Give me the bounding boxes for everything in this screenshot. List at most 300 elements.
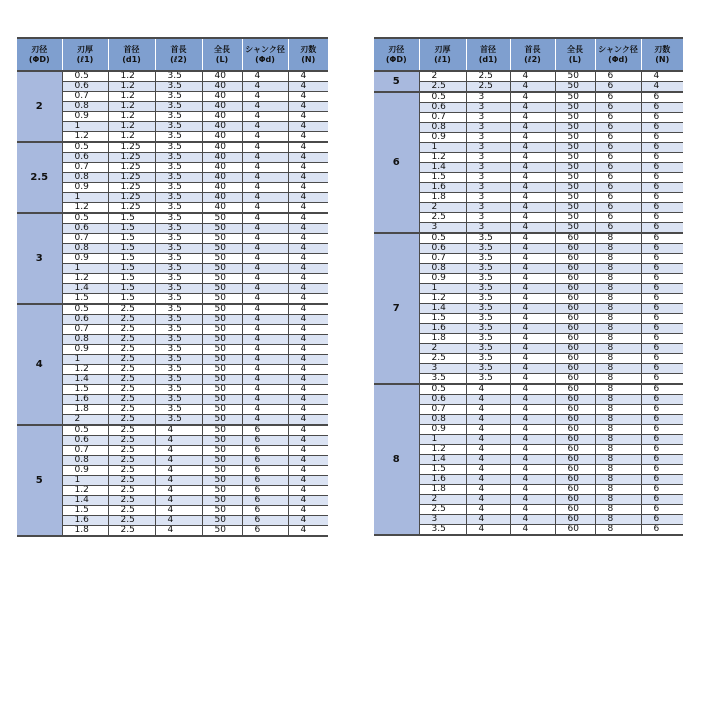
blade-thickness-cell: 0.7 xyxy=(62,446,108,456)
neck-length-cell: 4 xyxy=(510,183,555,193)
shank-diameter-cell: 4 xyxy=(242,213,288,224)
neck-length-cell: 3.5 xyxy=(155,335,202,345)
col-header-shank-diameter: シャンク径 (Φd) xyxy=(242,38,288,71)
table-body-right xyxy=(374,71,683,535)
neck-diameter-cell: 1.2 xyxy=(108,102,155,112)
overall-length-cell: 50 xyxy=(202,365,242,375)
neck-diameter-cell: 2.5 xyxy=(108,335,155,345)
shank-diameter-cell: 4 xyxy=(242,294,288,305)
blade-thickness-cell: 3.5 xyxy=(419,525,466,536)
overall-length-cell: 60 xyxy=(555,465,595,475)
shank-diameter-cell: 6 xyxy=(595,123,641,133)
overall-length-cell: 60 xyxy=(555,314,595,324)
overall-length-cell: 40 xyxy=(202,163,242,173)
blade-thickness-cell: 1.4 xyxy=(419,304,466,314)
overall-length-cell: 50 xyxy=(202,274,242,284)
overall-length-cell: 40 xyxy=(202,122,242,132)
neck-length-cell: 4 xyxy=(510,395,555,405)
flute-count-cell: 6 xyxy=(641,314,683,324)
neck-length-cell: 4 xyxy=(510,113,555,123)
flute-count-cell: 6 xyxy=(641,113,683,123)
shank-diameter-cell: 8 xyxy=(595,515,641,525)
neck-diameter-cell: 1.5 xyxy=(108,294,155,305)
flute-count-cell: 6 xyxy=(641,213,683,223)
blade-thickness-cell: 0.9 xyxy=(62,112,108,122)
table-row xyxy=(17,132,328,143)
flute-count-cell: 4 xyxy=(288,395,328,405)
overall-length-cell: 60 xyxy=(555,384,595,395)
flute-count-cell: 4 xyxy=(288,486,328,496)
neck-diameter-cell: 3 xyxy=(466,173,510,183)
table-row xyxy=(17,102,328,112)
flute-count-cell: 6 xyxy=(641,153,683,163)
flute-count-cell: 4 xyxy=(288,436,328,446)
shank-diameter-cell: 6 xyxy=(242,446,288,456)
flute-count-cell: 6 xyxy=(641,264,683,274)
overall-length-cell: 50 xyxy=(555,153,595,163)
flute-count-cell: 6 xyxy=(641,445,683,455)
neck-length-cell: 3.5 xyxy=(155,173,202,183)
neck-length-cell: 4 xyxy=(510,334,555,344)
neck-diameter-cell: 3.5 xyxy=(466,294,510,304)
overall-length-cell: 60 xyxy=(555,445,595,455)
overall-length-cell: 60 xyxy=(555,395,595,405)
overall-length-cell: 50 xyxy=(555,103,595,113)
table-row xyxy=(17,355,328,365)
neck-diameter-cell: 1.5 xyxy=(108,234,155,244)
neck-diameter-cell: 3 xyxy=(466,143,510,153)
neck-diameter-cell: 4 xyxy=(466,445,510,455)
flute-count-cell: 4 xyxy=(288,254,328,264)
shank-diameter-cell: 6 xyxy=(595,163,641,173)
table-row xyxy=(17,446,328,456)
overall-length-cell: 50 xyxy=(202,405,242,415)
blade-diameter-cell: 4 xyxy=(17,304,62,425)
table-row xyxy=(17,183,328,193)
neck-diameter-cell: 1.5 xyxy=(108,284,155,294)
flute-count-cell: 6 xyxy=(641,233,683,244)
blade-thickness-cell: 1.2 xyxy=(419,445,466,455)
table-row xyxy=(374,274,683,284)
col-header-blade-thickness: 刃厚 (ℓ1) xyxy=(62,38,108,71)
table-row xyxy=(374,384,683,395)
blade-thickness-cell: 3 xyxy=(419,223,466,234)
flute-count-cell: 4 xyxy=(288,496,328,506)
overall-length-cell: 60 xyxy=(555,415,595,425)
table-row xyxy=(374,173,683,183)
overall-length-cell: 60 xyxy=(555,435,595,445)
table-row xyxy=(17,304,328,315)
flute-count-cell: 4 xyxy=(288,213,328,224)
overall-length-cell: 50 xyxy=(202,526,242,537)
flute-count-cell: 4 xyxy=(288,315,328,325)
table-row xyxy=(374,244,683,254)
flute-count-cell: 4 xyxy=(288,375,328,385)
blade-thickness-cell: 0.6 xyxy=(419,103,466,113)
shank-diameter-cell: 8 xyxy=(595,525,641,536)
overall-length-cell: 50 xyxy=(202,284,242,294)
spec-table-left xyxy=(17,37,328,537)
neck-diameter-cell: 2.5 xyxy=(108,395,155,405)
overall-length-cell: 60 xyxy=(555,284,595,294)
table-row xyxy=(374,183,683,193)
table-row xyxy=(374,264,683,274)
shank-diameter-cell: 8 xyxy=(595,505,641,515)
neck-diameter-cell: 2.5 xyxy=(108,325,155,335)
overall-length-cell: 60 xyxy=(555,515,595,525)
neck-length-cell: 3.5 xyxy=(155,274,202,284)
flute-count-cell: 4 xyxy=(288,526,328,537)
blade-thickness-cell: 1 xyxy=(419,143,466,153)
table-row xyxy=(374,284,683,294)
shank-diameter-cell: 8 xyxy=(595,264,641,274)
blade-thickness-cell: 0.5 xyxy=(62,71,108,82)
neck-length-cell: 4 xyxy=(510,324,555,334)
blade-diameter-cell: 5 xyxy=(17,425,62,536)
flute-count-cell: 6 xyxy=(641,143,683,153)
neck-length-cell: 3.5 xyxy=(155,163,202,173)
neck-diameter-cell: 3.5 xyxy=(466,324,510,334)
blade-thickness-cell: 1.8 xyxy=(419,193,466,203)
shank-diameter-cell: 8 xyxy=(595,314,641,324)
neck-diameter-cell: 1.25 xyxy=(108,163,155,173)
flute-count-cell: 6 xyxy=(641,223,683,234)
flute-count-cell: 4 xyxy=(288,456,328,466)
overall-length-cell: 50 xyxy=(202,395,242,405)
shank-diameter-cell: 6 xyxy=(595,71,641,82)
blade-thickness-cell: 0.9 xyxy=(62,183,108,193)
flute-count-cell: 4 xyxy=(288,284,328,294)
blade-thickness-cell: 1.5 xyxy=(419,465,466,475)
table-row xyxy=(374,495,683,505)
flute-count-cell: 6 xyxy=(641,374,683,385)
neck-length-cell: 4 xyxy=(510,425,555,435)
table-row xyxy=(374,344,683,354)
shank-diameter-cell: 8 xyxy=(595,425,641,435)
table-row xyxy=(17,385,328,395)
blade-thickness-cell: 1.5 xyxy=(62,294,108,305)
table-row xyxy=(374,475,683,485)
neck-length-cell: 4 xyxy=(155,506,202,516)
neck-length-cell: 3.5 xyxy=(155,304,202,315)
blade-thickness-cell: 0.7 xyxy=(62,325,108,335)
flute-count-cell: 6 xyxy=(641,354,683,364)
neck-length-cell: 4 xyxy=(510,82,555,93)
blade-diameter-cell: 8 xyxy=(374,384,419,535)
shank-diameter-cell: 8 xyxy=(595,435,641,445)
neck-length-cell: 3.5 xyxy=(155,183,202,193)
flute-count-cell: 6 xyxy=(641,254,683,264)
neck-diameter-cell: 2.5 xyxy=(108,506,155,516)
flute-count-cell: 4 xyxy=(641,71,683,82)
overall-length-cell: 50 xyxy=(202,345,242,355)
neck-length-cell: 4 xyxy=(510,193,555,203)
neck-length-cell: 4 xyxy=(510,364,555,374)
table-row xyxy=(17,325,328,335)
blade-diameter-cell: 2.5 xyxy=(17,142,62,213)
shank-diameter-cell: 4 xyxy=(242,335,288,345)
flute-count-cell: 6 xyxy=(641,284,683,294)
blade-thickness-cell: 0.5 xyxy=(62,425,108,436)
neck-diameter-cell: 4 xyxy=(466,435,510,445)
neck-diameter-cell: 1.25 xyxy=(108,153,155,163)
overall-length-cell: 50 xyxy=(555,113,595,123)
neck-diameter-cell: 3.5 xyxy=(466,284,510,294)
shank-diameter-cell: 8 xyxy=(595,294,641,304)
blade-thickness-cell: 0.5 xyxy=(419,384,466,395)
overall-length-cell: 60 xyxy=(555,354,595,364)
overall-length-cell: 50 xyxy=(202,355,242,365)
flute-count-cell: 4 xyxy=(288,425,328,436)
flute-count-cell: 4 xyxy=(288,446,328,456)
overall-length-cell: 50 xyxy=(202,446,242,456)
neck-length-cell: 4 xyxy=(510,495,555,505)
neck-diameter-cell: 2.5 xyxy=(108,405,155,415)
neck-diameter-cell: 4 xyxy=(466,465,510,475)
flute-count-cell: 4 xyxy=(288,173,328,183)
shank-diameter-cell: 4 xyxy=(242,193,288,203)
neck-length-cell: 4 xyxy=(510,435,555,445)
neck-length-cell: 3.5 xyxy=(155,112,202,122)
col-header-neck-length: 首長 (ℓ2) xyxy=(510,38,555,71)
neck-diameter-cell: 4 xyxy=(466,515,510,525)
table-row xyxy=(17,496,328,506)
shank-diameter-cell: 4 xyxy=(242,234,288,244)
neck-length-cell: 4 xyxy=(155,436,202,446)
blade-diameter-cell: 6 xyxy=(374,92,419,233)
col-header-blade-diameter: 刃径 (ΦD) xyxy=(17,38,62,71)
neck-length-cell: 4 xyxy=(510,304,555,314)
blade-diameter-cell: 7 xyxy=(374,233,419,384)
col-header-overall-length: 全長 (L) xyxy=(202,38,242,71)
neck-length-cell: 4 xyxy=(155,456,202,466)
blade-thickness-cell: 0.5 xyxy=(419,233,466,244)
overall-length-cell: 50 xyxy=(202,466,242,476)
blade-thickness-cell: 1.4 xyxy=(62,284,108,294)
shank-diameter-cell: 6 xyxy=(595,82,641,93)
flute-count-cell: 4 xyxy=(288,274,328,284)
shank-diameter-cell: 8 xyxy=(595,324,641,334)
neck-length-cell: 3.5 xyxy=(155,132,202,143)
flute-count-cell: 6 xyxy=(641,505,683,515)
neck-length-cell: 3.5 xyxy=(155,385,202,395)
overall-length-cell: 40 xyxy=(202,142,242,153)
overall-length-cell: 40 xyxy=(202,173,242,183)
flute-count-cell: 4 xyxy=(288,335,328,345)
flute-count-cell: 4 xyxy=(288,203,328,214)
table-row xyxy=(374,133,683,143)
neck-diameter-cell: 1.25 xyxy=(108,203,155,214)
shank-diameter-cell: 6 xyxy=(595,193,641,203)
neck-length-cell: 4 xyxy=(155,446,202,456)
overall-length-cell: 50 xyxy=(202,506,242,516)
flute-count-cell: 4 xyxy=(288,142,328,153)
blade-thickness-cell: 0.6 xyxy=(62,224,108,234)
neck-diameter-cell: 2.5 xyxy=(466,71,510,82)
neck-length-cell: 3.5 xyxy=(155,203,202,214)
blade-thickness-cell: 0.7 xyxy=(419,113,466,123)
overall-length-cell: 40 xyxy=(202,112,242,122)
neck-length-cell: 3.5 xyxy=(155,213,202,224)
blade-thickness-cell: 3 xyxy=(419,364,466,374)
blade-thickness-cell: 3.5 xyxy=(419,374,466,385)
neck-diameter-cell: 2.5 xyxy=(108,385,155,395)
flute-count-cell: 6 xyxy=(641,193,683,203)
blade-thickness-cell: 0.5 xyxy=(62,142,108,153)
neck-diameter-cell: 2.5 xyxy=(108,375,155,385)
table-row xyxy=(17,345,328,355)
neck-diameter-cell: 3 xyxy=(466,113,510,123)
blade-thickness-cell: 2 xyxy=(419,344,466,354)
neck-length-cell: 3.5 xyxy=(155,315,202,325)
flute-count-cell: 4 xyxy=(288,355,328,365)
neck-diameter-cell: 1.2 xyxy=(108,82,155,92)
neck-length-cell: 4 xyxy=(510,505,555,515)
blade-thickness-cell: 0.8 xyxy=(419,415,466,425)
shank-diameter-cell: 8 xyxy=(595,284,641,294)
flute-count-cell: 6 xyxy=(641,455,683,465)
flute-count-cell: 6 xyxy=(641,123,683,133)
overall-length-cell: 50 xyxy=(202,425,242,436)
blade-thickness-cell: 0.9 xyxy=(62,345,108,355)
neck-diameter-cell: 3.5 xyxy=(466,274,510,284)
neck-length-cell: 4 xyxy=(510,143,555,153)
table-row xyxy=(17,112,328,122)
overall-length-cell: 50 xyxy=(555,203,595,213)
flute-count-cell: 4 xyxy=(288,506,328,516)
table-row xyxy=(17,193,328,203)
table-row xyxy=(17,456,328,466)
overall-length-cell: 40 xyxy=(202,183,242,193)
table-row xyxy=(17,71,328,82)
neck-length-cell: 4 xyxy=(510,485,555,495)
blade-thickness-cell: 1 xyxy=(62,264,108,274)
neck-length-cell: 4 xyxy=(510,153,555,163)
table-row xyxy=(17,213,328,224)
table-row xyxy=(374,525,683,536)
overall-length-cell: 50 xyxy=(555,71,595,82)
table-row xyxy=(17,315,328,325)
flute-count-cell: 6 xyxy=(641,334,683,344)
neck-diameter-cell: 4 xyxy=(466,425,510,435)
table-row xyxy=(17,395,328,405)
neck-length-cell: 4 xyxy=(510,374,555,385)
flute-count-cell: 4 xyxy=(288,294,328,305)
table-row xyxy=(17,375,328,385)
shank-diameter-cell: 6 xyxy=(242,436,288,446)
blade-thickness-cell: 1.6 xyxy=(62,516,108,526)
shank-diameter-cell: 4 xyxy=(242,284,288,294)
header-row xyxy=(374,38,683,71)
overall-length-cell: 50 xyxy=(202,516,242,526)
neck-diameter-cell: 2.5 xyxy=(108,304,155,315)
table-row xyxy=(374,233,683,244)
table-row xyxy=(374,435,683,445)
flute-count-cell: 4 xyxy=(288,71,328,82)
table-row xyxy=(374,92,683,103)
neck-length-cell: 4 xyxy=(510,525,555,536)
overall-length-cell: 40 xyxy=(202,92,242,102)
blade-thickness-cell: 2 xyxy=(62,415,108,426)
table-row xyxy=(374,354,683,364)
blade-thickness-cell: 0.7 xyxy=(62,163,108,173)
neck-diameter-cell: 2.5 xyxy=(108,486,155,496)
flute-count-cell: 6 xyxy=(641,133,683,143)
overall-length-cell: 50 xyxy=(555,163,595,173)
table-row xyxy=(374,455,683,465)
neck-length-cell: 4 xyxy=(510,354,555,364)
blade-diameter-cell: 5 xyxy=(374,71,419,92)
shank-diameter-cell: 6 xyxy=(595,223,641,234)
table-row xyxy=(374,465,683,475)
table-row xyxy=(374,425,683,435)
overall-length-cell: 50 xyxy=(202,436,242,446)
neck-diameter-cell: 2.5 xyxy=(108,466,155,476)
neck-length-cell: 4 xyxy=(510,264,555,274)
shank-diameter-cell: 4 xyxy=(242,142,288,153)
neck-diameter-cell: 3 xyxy=(466,183,510,193)
overall-length-cell: 60 xyxy=(555,264,595,274)
flute-count-cell: 4 xyxy=(288,405,328,415)
neck-diameter-cell: 3.5 xyxy=(466,374,510,385)
blade-thickness-cell: 1.4 xyxy=(419,455,466,465)
neck-diameter-cell: 4 xyxy=(466,405,510,415)
flute-count-cell: 6 xyxy=(641,244,683,254)
neck-length-cell: 3.5 xyxy=(155,92,202,102)
overall-length-cell: 50 xyxy=(555,173,595,183)
blade-thickness-cell: 0.8 xyxy=(419,264,466,274)
blade-thickness-cell: 1.8 xyxy=(419,334,466,344)
shank-diameter-cell: 4 xyxy=(242,244,288,254)
neck-diameter-cell: 3 xyxy=(466,213,510,223)
neck-length-cell: 3.5 xyxy=(155,325,202,335)
shank-diameter-cell: 4 xyxy=(242,112,288,122)
shank-diameter-cell: 8 xyxy=(595,445,641,455)
shank-diameter-cell: 4 xyxy=(242,345,288,355)
table-row xyxy=(374,213,683,223)
neck-length-cell: 4 xyxy=(510,92,555,103)
flute-count-cell: 6 xyxy=(641,274,683,284)
shank-diameter-cell: 6 xyxy=(595,153,641,163)
shank-diameter-cell: 4 xyxy=(242,274,288,284)
shank-diameter-cell: 6 xyxy=(242,496,288,506)
neck-diameter-cell: 2.5 xyxy=(108,516,155,526)
shank-diameter-cell: 4 xyxy=(242,264,288,274)
table-row xyxy=(17,335,328,345)
neck-diameter-cell: 1.2 xyxy=(108,132,155,143)
table-row xyxy=(374,143,683,153)
blade-thickness-cell: 1.5 xyxy=(419,314,466,324)
shank-diameter-cell: 8 xyxy=(595,495,641,505)
neck-diameter-cell: 4 xyxy=(466,525,510,536)
table-row xyxy=(374,193,683,203)
shank-diameter-cell: 6 xyxy=(595,103,641,113)
flute-count-cell: 4 xyxy=(288,476,328,486)
flute-count-cell: 4 xyxy=(288,244,328,254)
shank-diameter-cell: 8 xyxy=(595,244,641,254)
neck-diameter-cell: 2.5 xyxy=(108,315,155,325)
shank-diameter-cell: 6 xyxy=(595,113,641,123)
neck-length-cell: 3.5 xyxy=(155,244,202,254)
neck-length-cell: 4 xyxy=(510,203,555,213)
table-row xyxy=(17,476,328,486)
flute-count-cell: 4 xyxy=(288,365,328,375)
blade-thickness-cell: 1.5 xyxy=(419,173,466,183)
overall-length-cell: 60 xyxy=(555,495,595,505)
shank-diameter-cell: 4 xyxy=(242,304,288,315)
neck-length-cell: 3.5 xyxy=(155,365,202,375)
neck-diameter-cell: 1.2 xyxy=(108,92,155,102)
